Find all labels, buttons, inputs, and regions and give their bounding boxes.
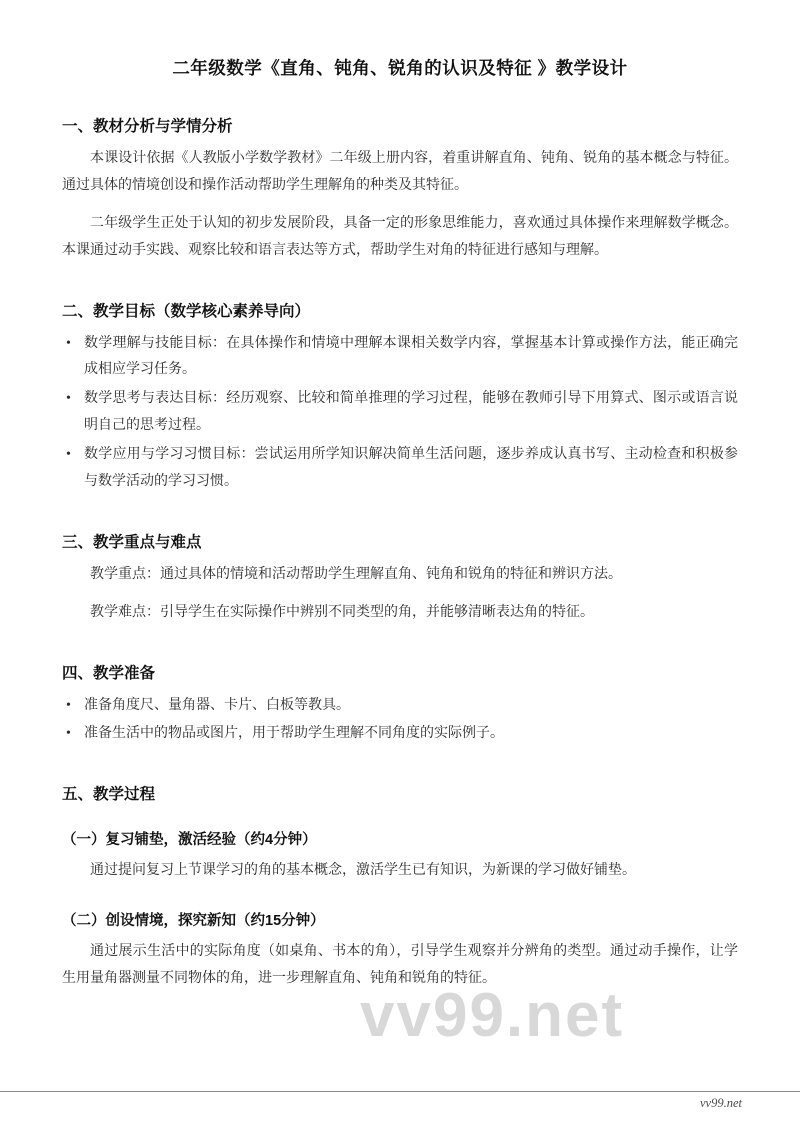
section5-sub1-paragraph: 通过提问复习上节课学习的角的基本概念，激活学生已有知识，为新课的学习做好铺垫。 (90, 863, 636, 879)
section1-paragraph-1: 本课设计依据《人教版小学数学教材》二年级上册内容，着重讲解直角、钝角、锐角的基本概念与特征。通过具体的情境创设和操作活动帮助学生理解角的种类及其特征。 (62, 151, 738, 193)
list-item (62, 331, 738, 385)
section5-sub2-heading: （二）创设情境，探究新知（约15分钟） (62, 913, 325, 930)
section3-paragraph-1: 教学重点：通过具体的情境和活动帮助学生理解直角、钝角和锐角的特征和辨识方法。 (90, 566, 622, 582)
section4-bullet-list (62, 693, 738, 749)
list-item (62, 442, 738, 496)
section4-heading: 四、教学准备 (62, 664, 156, 682)
footer-site-label: vv99.net (700, 1096, 742, 1110)
section1-heading: 一、教材分析与学情分析 (62, 118, 233, 135)
section3-heading: 三、教学重点与难点 (62, 533, 202, 551)
bullet-icon: • (66, 726, 71, 742)
section5-sub1-heading: （一）复习铺垫，激活经验（约4分钟） (62, 832, 317, 849)
list-item (62, 693, 738, 720)
bullet-text: 准备生活中的物品或图片，用于帮助学生理解不同角度的实际例子。 (84, 726, 504, 742)
bullet-text: 数学思考与表达目标：经历观察、比较和简单推理的学习过程，能够在教师引导下用算式、图示或语言说明自己的思考过程。 (84, 391, 738, 434)
footer-divider (0, 1091, 800, 1092)
bullet-icon: • (66, 447, 71, 462)
bullet-text: 准备角度尺、量角器、卡片、白板等教具。 (84, 697, 350, 713)
page-title: 二年级数学《直角、钝角、锐角的认识及特征 》教学设计 (172, 58, 628, 78)
bullet-icon: • (66, 391, 71, 407)
section3-paragraph-2: 教学难点：引导学生在实际操作中辨别不同类型的角，并能够清晰表达角的特征。 (90, 604, 594, 620)
watermark: vv99.net (360, 981, 625, 1050)
section1-paragraph-2: 二年级学生正处于认知的初步发展阶段，具备一定的形象思维能力，喜欢通过具体操作来理解数学概念。本课通过动手实践、观察比较和语言表达等方式，帮助学生对角的特征进行感知与理解。 (62, 215, 738, 258)
section2-bullet-list (62, 331, 738, 496)
section5-heading: 五、教学过程 (62, 786, 156, 804)
bullet-icon: • (66, 335, 71, 351)
list-item (62, 386, 738, 440)
list-item (62, 721, 738, 748)
bullet-icon: • (66, 697, 71, 713)
section5-sub2-paragraph: 通过展示生活中的实际角度（如桌角、书本的角），引导学生观察并分辨角的类型。通过动手操作，让学生用量角器测量不同物体的角，进一步理解直角、钝角和锐角的特征。 (62, 944, 738, 986)
section2-heading: 二、教学目标（数学核心素养导向） (62, 302, 311, 320)
bullet-text: 数学理解与技能目标：在具体操作和情境中理解本课相关数学内容，掌握基本计算或操作方法，能正确完成相应学习任务。 (84, 335, 738, 378)
bullet-text: 数学应用与学习习惯目标：尝试运用所学知识解决简单生活问题，逐步养成认真书写、主动检查和积极参与数学活动的学习习惯。 (84, 447, 738, 489)
